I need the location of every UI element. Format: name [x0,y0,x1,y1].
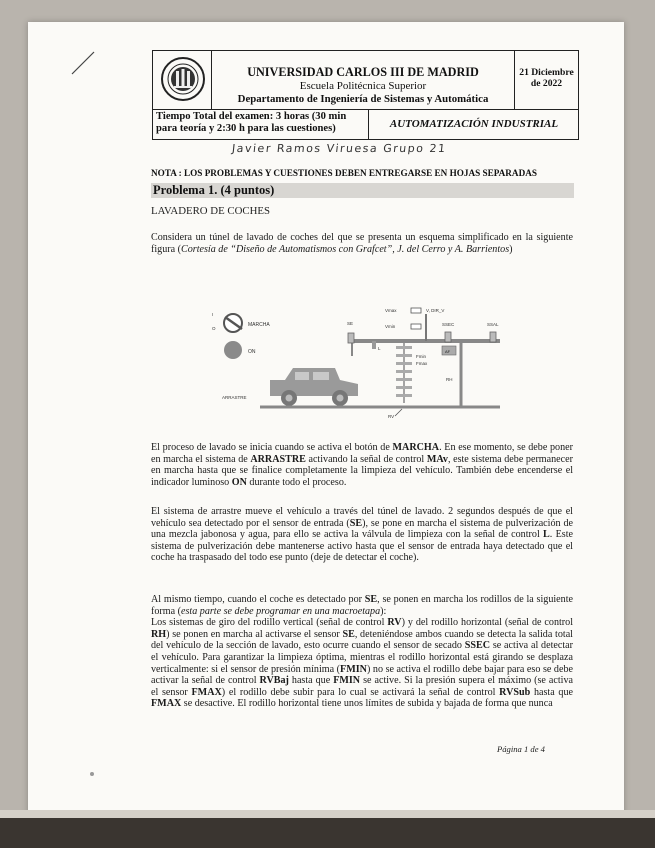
label-v-dir: V, DIR_V [426,308,445,313]
p4-text-x: hasta que [530,686,573,698]
p3-text-c: ), se pone en marcha el sistema de pulverización de una mezcla jabonosa y agua, para ello se activa la válvula de limpieza con la señal de control [151,517,573,541]
label-arrastre: ARRASTRE [222,395,247,400]
p2-text-c: . En ese momento, se debe poner en marcha el sistema de [151,442,573,465]
p4-fmax: FMAX [191,686,222,698]
p4-text-v: ) el rodillo debe subir para lo cual se activará la señal de control [221,686,500,698]
p2-text-i: durante todo el proceso. [246,476,347,488]
intro-close: ) [509,243,513,255]
exam-date-day: 21 Diciembre [519,67,574,78]
p4-rh: RH [151,628,167,640]
exam-date-year: de 2022 [530,78,563,89]
p4-text-c: , se ponen en marcha los rodillos de la siguiente forma ( [151,594,573,617]
p4-se-2: SE [342,628,355,640]
p4-text-r: hasta que [288,675,334,687]
horizontal-roller-icon [396,343,412,403]
intro-text: Considera un túnel de lavado de coches del que se presenta un esquema simplificado en la siguiente figura ( [151,232,573,255]
p4-text-z: se desactive. El rodillo horizontal tiene unos límites de subida y bajada de forma que nunca [181,698,553,710]
vmax-sensor-icon [411,308,421,313]
ssal-sensor-icon [490,332,496,342]
p2-text-e: activando la señal de control [305,453,427,465]
page-number: Página 1 de 4 [497,744,545,754]
ssec-sensor-icon [445,332,451,342]
p4-text-a: Al mismo tiempo, cuando el coche es detectado por [151,594,365,605]
date-cell [515,51,578,109]
label-o: O [212,326,216,331]
label-vmax: Vmax [385,308,397,313]
scan-border [0,818,655,848]
p4-text-h: ) y del rodillo horizontal (señal de control [401,617,574,629]
label-se: SE [347,321,354,326]
exam-time-line2: para teoría y 2:30 h para las cuestiones) [156,123,336,134]
label-rh: RH [446,377,453,382]
paragraph-start [151,442,573,488]
car-icon [270,368,358,406]
p4-ssec: SSEC [464,640,491,652]
university-name: UNIVERSIDAD CARLOS III DE MADRID [247,65,479,79]
p2-mav: MAv [426,453,448,465]
on-lamp-icon [224,341,242,359]
label-on: ON [248,349,256,355]
p2-marcha: MARCHA [392,442,440,453]
department-name: Departamento de Ingeniería de Sistemas y Automática [237,93,489,105]
paragraph-rollers [151,594,573,710]
problem-subtitle: LAVADERO DE COCHES [151,205,270,217]
p3-l: L [543,529,550,541]
label-ssec: SSEC [442,322,455,327]
p4-text-p: ) no se activa el rodillo debe bajar para eso se debe activar la señal de control [151,663,573,687]
school-name: Escuela Politécnica Superior [299,80,427,92]
p4-text-e: ): [380,605,387,617]
l-valve-icon [372,341,376,349]
exam-time-line1: Tiempo Total del examen: 3 horas (30 min [156,111,347,122]
exam-time [153,109,369,139]
exam-info-row [152,109,579,140]
student-name-handwritten: Javier Ramos Viruesa Grupo 21 [231,142,448,155]
paragraph-drag-system [151,506,573,564]
p3-text-a: El sistema de arrastre mueve el vehículo a través del túnel de lavado. 2 segundos después de que el vehículo sea detectado por el sensor de entrada ( [151,506,573,529]
label-l: L [378,346,381,351]
p4-text-f: Los sistemas de giro del rodillo vertical (señal de control [151,617,388,629]
scan-speck [90,772,94,776]
label-fmax: Fmax [416,361,428,366]
label-rv: RV [388,414,395,419]
intro-citation: Cortesía de “Diseño de Automatismos con Grafcet”, J. del Cerro y A. Barrientos [181,243,510,255]
p4-fmin-2: FMIN [333,675,361,687]
university-logo-icon [160,56,206,102]
p3-se: SE [349,517,363,529]
p4-rvbaj: RVBaj [259,675,289,687]
p2-on: ON [231,476,247,488]
label-af: AF [445,349,451,354]
label-marcha: MARCHA [248,322,270,328]
label-fmin: Fmin [416,354,426,359]
p4-fmin: FMIN [340,663,367,675]
label-i: I [212,312,214,317]
rv-pointer [395,409,402,416]
p3-text-e: . Este sistema de pulverización debe mantenerse activo hasta que el sensor de entrada haya detectado que el coche ha traspasado del todo ese punto (deje de detectar el coche). [151,529,573,564]
label-ssal: SSAL [487,322,499,327]
p4-text-l: , deteniéndose ambos cuando se detecta la salida total del vehículo de la sección de lavado, esto ocurre cuando el sensor de secado [151,628,573,652]
p4-text-n: se activa al detectar el vehículo. Para garantizar la limpieza óptima, mientras el rodillo horizontal está girando se desplaza verticalmente: si el sensor de presión mínima ( [151,640,573,675]
p2-arrastre: ARRASTRE [250,453,306,465]
p4-rv: RV [387,617,402,629]
pen-mark [70,48,100,78]
course-name: AUTOMATIZACIÓN INDUSTRIAL [389,118,559,130]
label-vmin: Vmin [385,324,396,329]
p4-text-j: ) se ponen en marcha al activarse el sensor [166,628,343,640]
p2-text-g: , este sistema debe permanecer en marcha hasta que se finalice completamente la limpieza del vehículo. También debe encenderse el indicador luminoso [151,453,573,488]
p2-text-a: El proceso de lavado se inicia cuando se activa el botón de [151,442,393,453]
p4-fmax-2: FMAX [151,698,182,710]
intro-paragraph [151,232,573,255]
logo-cell [153,51,212,109]
p4-se: SE [364,594,378,605]
p4-macroetapa: esta parte se debe programar en una macroetapa [181,605,381,617]
car-wash-diagram [200,298,510,428]
university-cell [212,51,515,109]
vmin-sensor-icon [411,324,421,329]
exam-note: NOTA : LOS PROBLEMAS Y CUESTIONES DEBEN ENTREGARSE EN HOJAS SEPARADAS [151,168,537,178]
problem-title: Problema 1. (4 puntos) [153,183,275,197]
exam-header [152,50,579,110]
p4-text-t: se active. Si la presión supera el máximo (se activa el sensor [151,675,573,698]
marcha-switch-icon [224,314,242,332]
p4-rvsub: RVSub [499,686,531,698]
se-sensor-icon [348,333,354,343]
